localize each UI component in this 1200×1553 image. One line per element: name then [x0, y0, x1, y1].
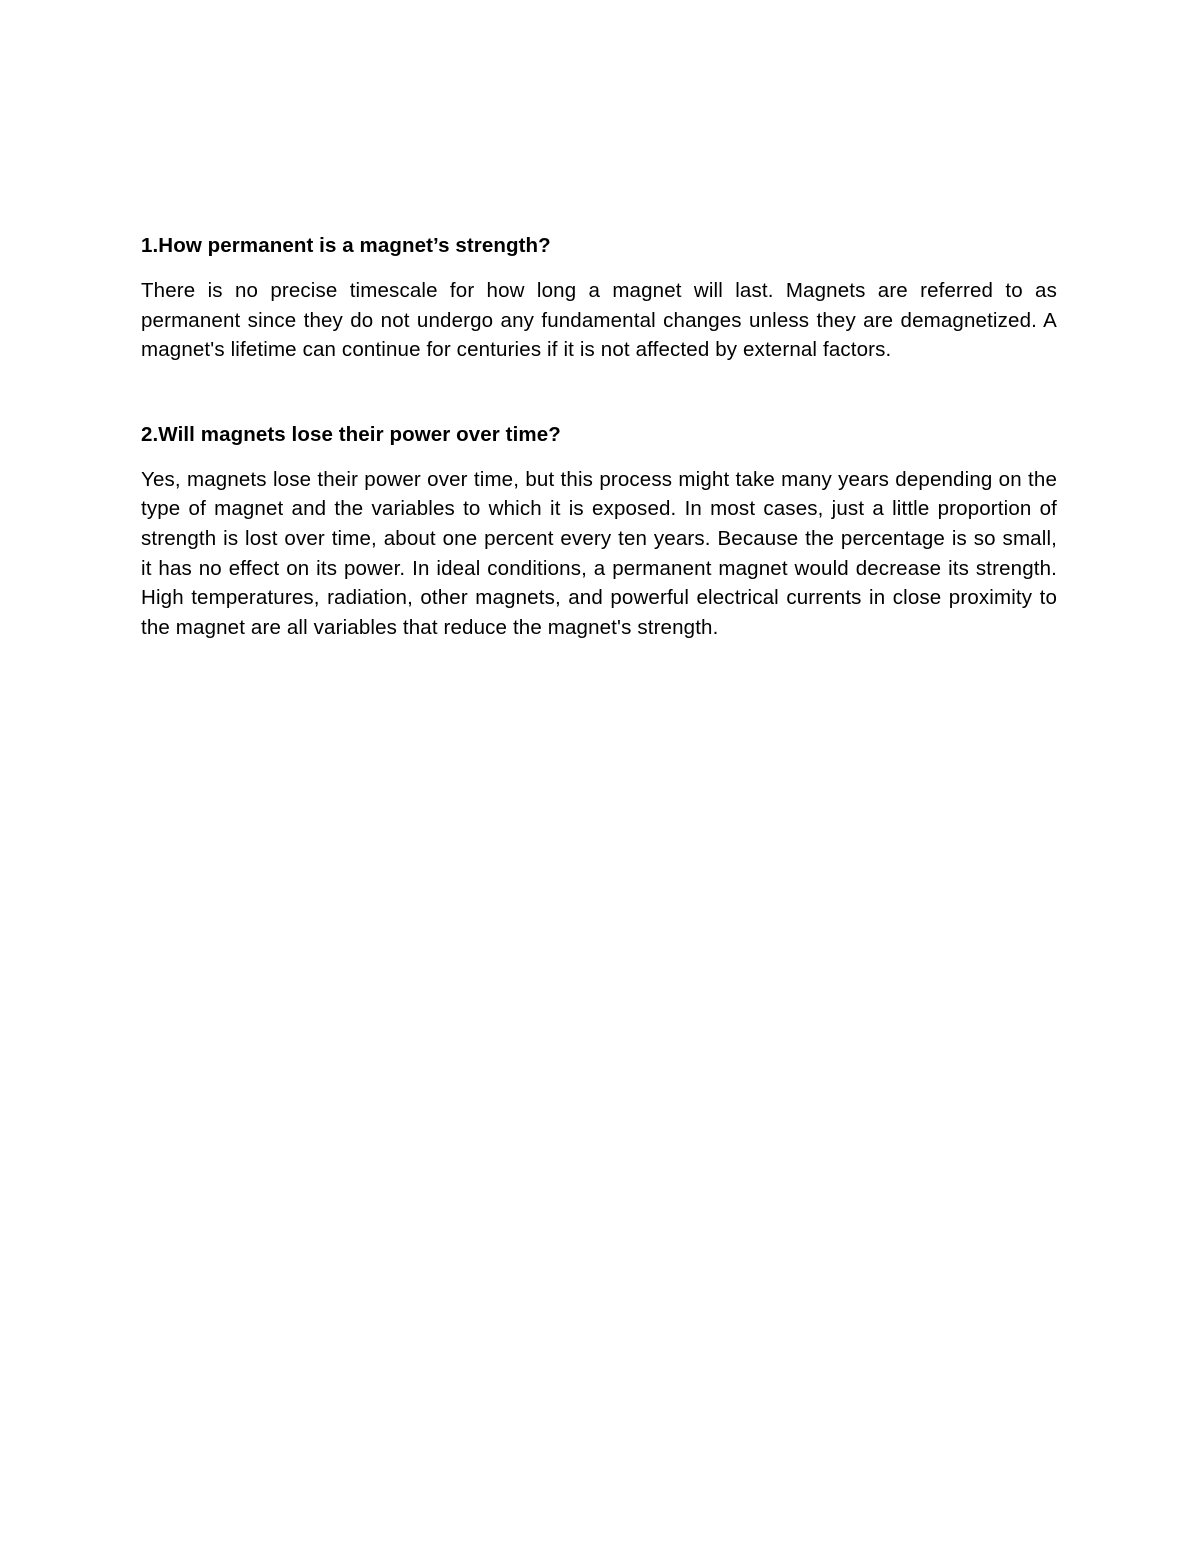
answer-paragraph-2: Yes, magnets lose their power over time, but this process might take many years depending on the type of magnet and the variables to which it is exposed. In most cases, just a little proportion of strength is lost over time, about one percent every ten years. Because the percentage is so small, it has no effect on its power. In ideal conditions, a permanent magnet would decrease its strength. High temperatures, radiation, other magnets, and powerful electrical currents in close proximity to the magnet are all variables that reduce the magnet's strength. [141, 467, 1057, 639]
answer-paragraph-1: There is no precise timescale for how long a magnet will last. Magnets are referred to as permanent since they do not undergo any fundamental changes unless they are demagnetized. A magnet's lifetime can continue for centuries if it is not affected by external factors. [141, 279, 1057, 362]
question-heading-1: 1.How permanent is a magnet’s strength? [141, 234, 551, 257]
document-content [141, 232, 1057, 642]
question-heading-2: 2.Will magnets lose their power over time? [141, 422, 561, 446]
faq-section-2 [141, 421, 1057, 643]
faq-section-1 [141, 232, 1057, 365]
